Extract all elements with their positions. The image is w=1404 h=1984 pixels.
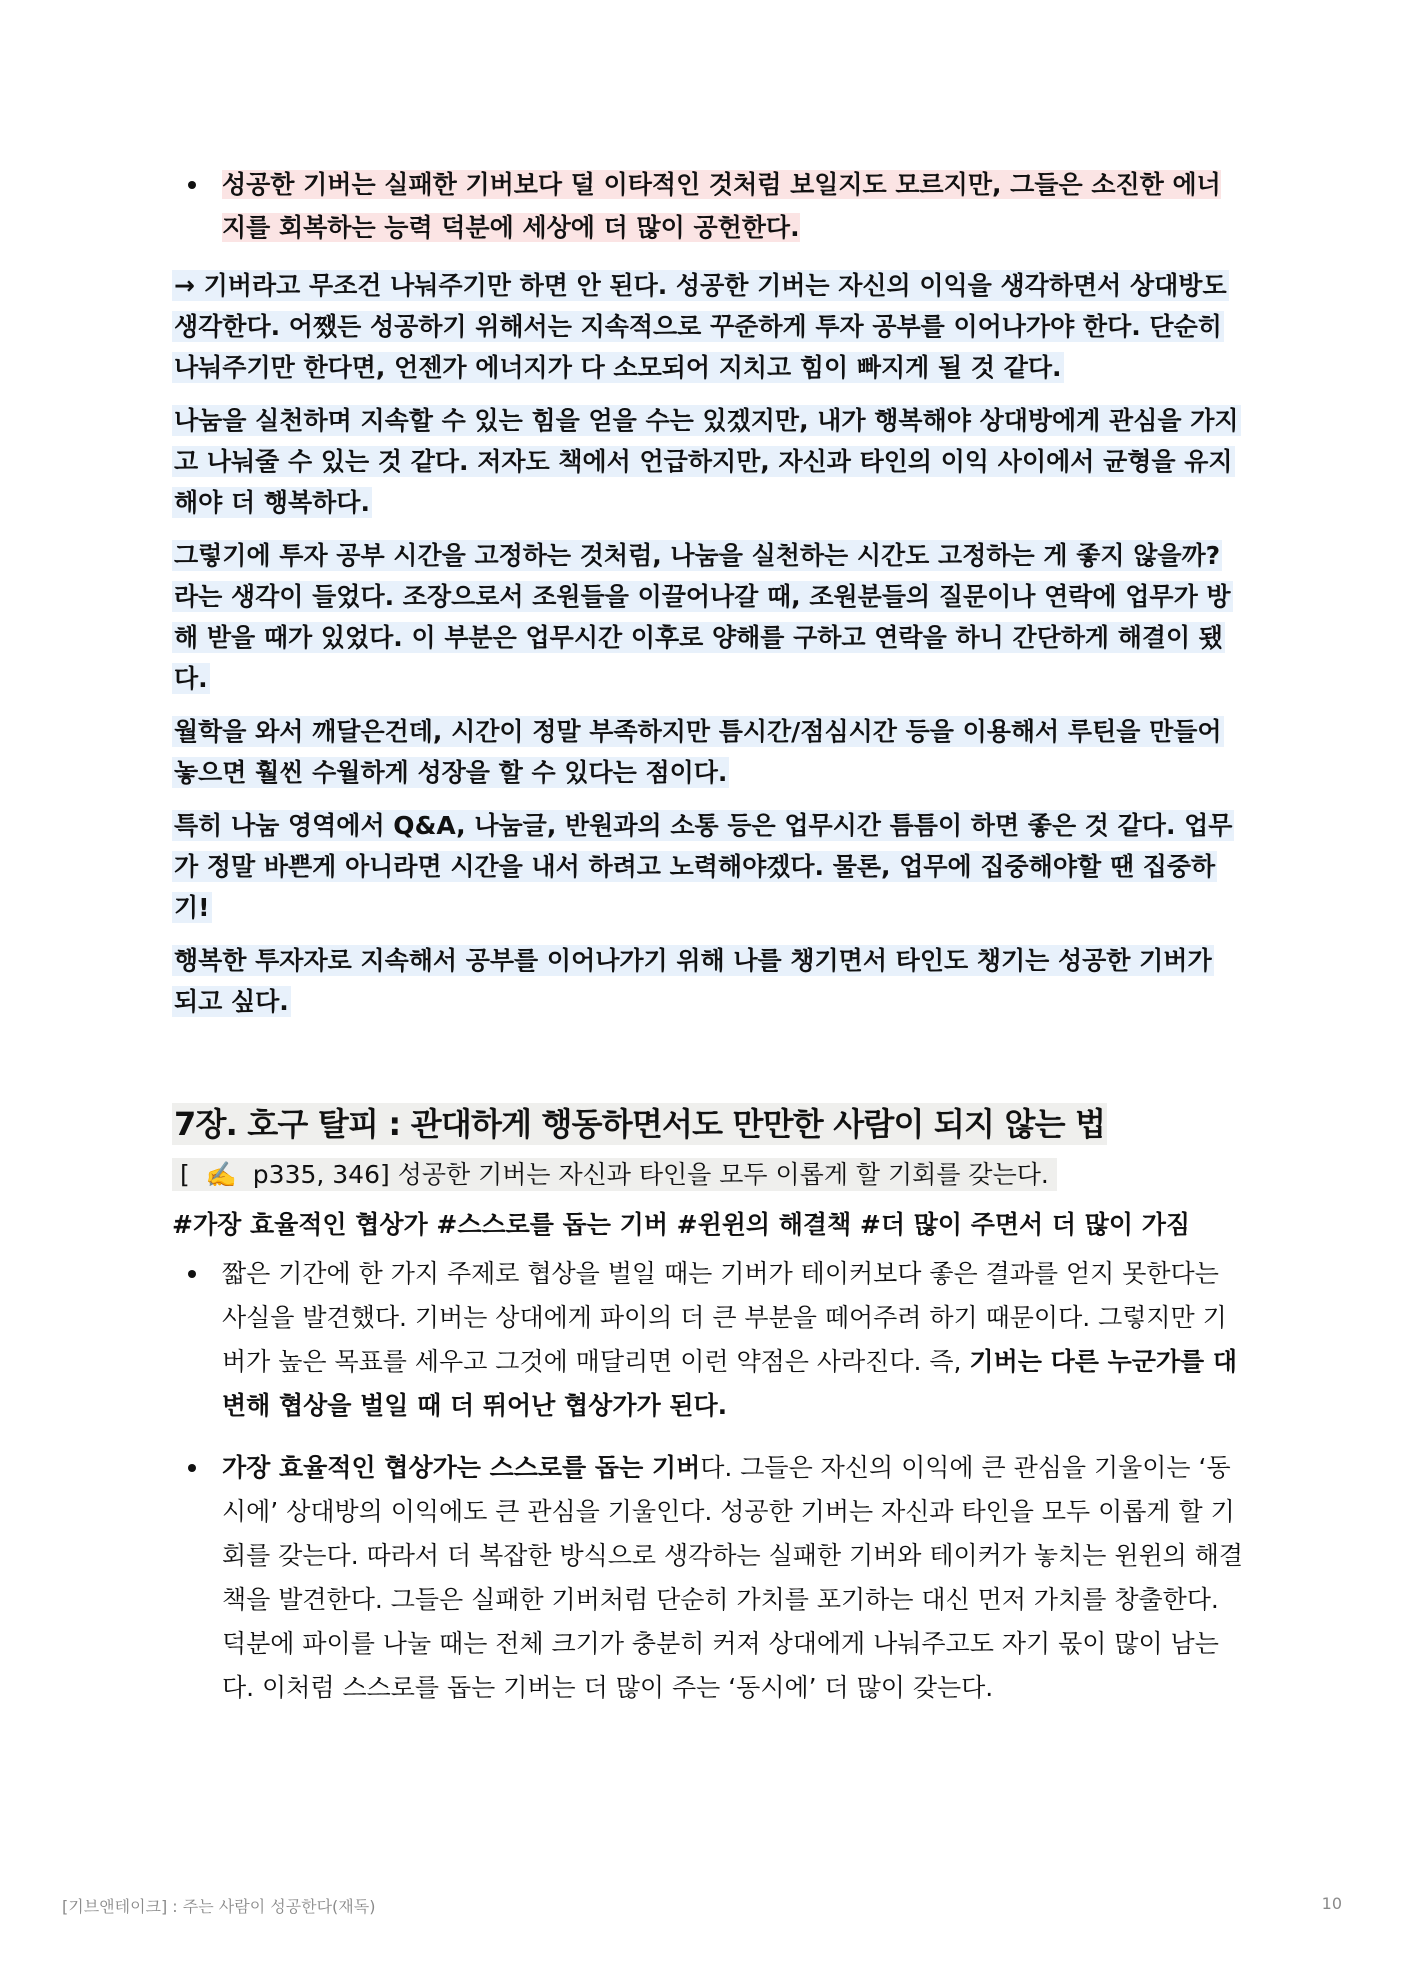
page-number: 10 (1321, 1894, 1342, 1913)
hashtags: #가장 효율적인 협상가 #스스로를 돕는 기버 #윈윈의 해결책 #더 많이 주면서 더 많이 가짐 (172, 1210, 1191, 1239)
list-item (172, 163, 1244, 249)
list-item: 가장 효율적인 협상가는 스스로를 돕는 기버다. 그들은 자신의 이익에 큰 관심을 기울이는 ‘동시에’ 상대방의 이익에도 큰 관심을 기울인다. 성공한 기버는 자신과 타인을 모두 이롭게 할 기회를 갖는다. 따라서 더 복잡한 방식으로 생각하는 실패한 기버와 테이커가 놓치는 윈윈의 해결책을 발견한다. 그들은 실패한 기버처럼 단순히 가치를 포기하는 대신 먼저 가치를 창출한다. 덕분에 파이를 나눌 때는 전체 크기가 충분히 커져 상대에게 나눠주고도 자기 몫이 많이 남는다. 이처럼 스스로를 돕는 기버는 더 많이 주는 ‘동시에’ 더 많이 갖는다. (172, 1446, 1244, 1710)
reflection-paragraph: 그렇기에 투자 공부 시간을 고정하는 것처럼, 나눔을 실천하는 시간도 고정하는 게 좋지 않을까?라는 생각이 들었다. 조장으로서 조원들을 이끌어나갈 때, 조원분들의 질문이나 연락에 업무가 방해 받을 때가 있었다. 이 부분은 업무시간 이후로 양해를 구하고 연락을 하니 간단하게 해결이 됐다. (174, 541, 1231, 693)
writing-hand-icon: ✍️ (205, 1160, 237, 1189)
footer-document-title: [기브앤테이크] : 주는 사람이 성공한다(재독) (62, 1897, 376, 1916)
chapter-heading: 7장. 호구 탈피 : 관대하게 행동하면서도 만만한 사람이 되지 않는 법 (174, 1105, 1106, 1143)
page-content (172, 163, 1244, 1710)
reflection-paragraph: 특히 나눔 영역에서 Q&A, 나눔글, 반원과의 소통 등은 업무시간 틈틈이 하면 좋은 것 같다. 업무가 정말 바쁜게 아니라면 시간을 내서 하려고 노력해야겠다. 물론, 업무에 집중해야할 땐 집중하기! (174, 811, 1233, 922)
highlighted-quote: 성공한 기버는 실패한 기버보다 덜 이타적인 것처럼 보일지도 모르지만, 그들은 소진한 에너지를 회복하는 능력 덕분에 세상에 더 많이 공헌한다. (222, 170, 1221, 242)
list-item: 짧은 기간에 한 가지 주제로 협상을 벌일 때는 기버가 테이커보다 좋은 결과를 얻지 못한다는 사실을 발견했다. 기버는 상대에게 파이의 더 큰 부분을 떼어주려 하기 때문이다. 그렇지만 기버가 높은 목표를 세우고 그것에 매달리면 이런 약점은 사라진다. 즉, 기버는 다른 누군가를 대변해 협상을 벌일 때 더 뛰어난 협상가가 된다. (172, 1252, 1244, 1428)
reflection-paragraph: 월학을 와서 깨달은건데, 시간이 정말 부족하지만 틈시간/점심시간 등을 이용해서 루틴을 만들어 놓으면 훨씬 수월하게 성장을 할 수 있다는 점이다. (174, 717, 1222, 787)
chapter-bullet-list (172, 1252, 1244, 1710)
reflection-paragraph: 행복한 투자자로 지속해서 공부를 이어나가기 위해 나를 챙기면서 타인도 챙기는 성공한 기버가 되고 싶다. (174, 946, 1212, 1016)
page-quote: [ ✍️ p335, 346] 성공한 기버는 자신과 타인을 모두 이롭게 할 기회를 갖는다. (172, 1156, 1244, 1194)
reflection-paragraph: → 기버라고 무조건 나눠주기만 하면 안 된다. 성공한 기버는 자신의 이익을 생각하면서 상대방도 생각한다. 어쨌든 성공하기 위해서는 지속적으로 꾸준하게 투자 공부를 이어나가야 한다. 단순히 나눠주기만 한다면, 언젠가 에너지가 다 소모되어 지치고 힘이 빠지게 될 것 같다. (174, 271, 1227, 382)
top-bullet-list (172, 163, 1244, 249)
reflection-paragraph: 나눔을 실천하며 지속할 수 있는 힘을 얻을 수는 있겠지만, 내가 행복해야 상대방에게 관심을 가지고 나눠줄 수 있는 것 같다. 저자도 책에서 언급하지만, 자신과 타인의 이익 사이에서 균형을 유지해야 더 행복하다. (174, 406, 1239, 517)
